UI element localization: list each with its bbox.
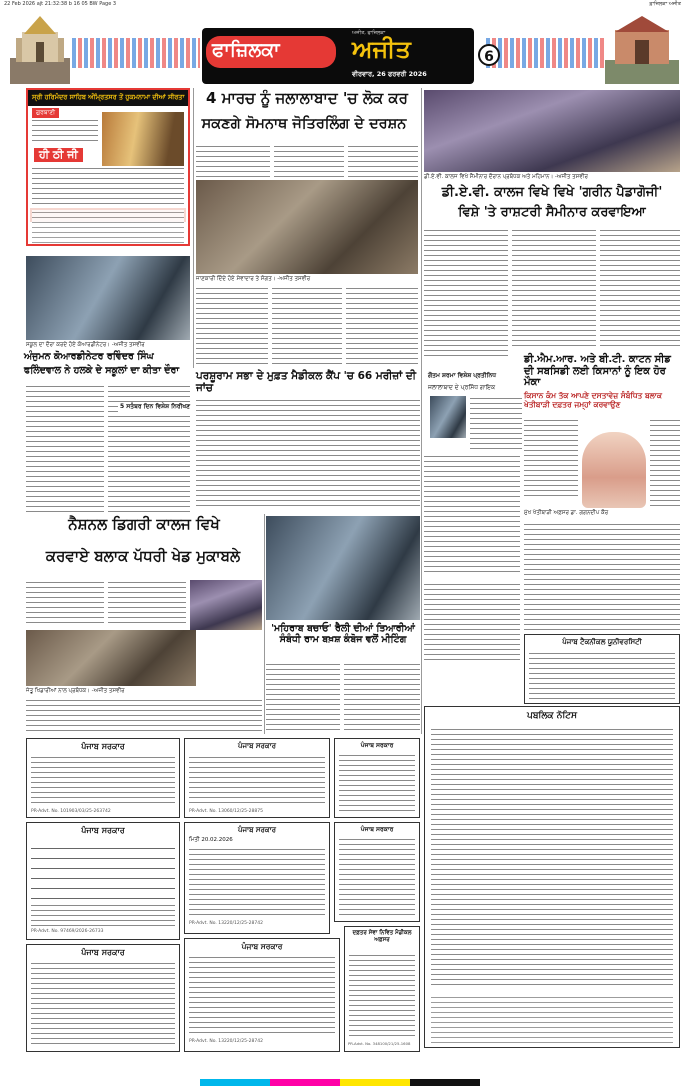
dav-body-1 [424,228,508,360]
govt-ad-6-title: ਪੰਜਾਬ ਸਰਕਾਰ [360,826,394,833]
byline-name: ਗੌਤਮ ਸ਼ਰਮਾ ਵਿਸ਼ੇਸ਼ ਪ੍ਰਤੀਨਿਧ [428,372,496,379]
parshuram-headline: ਪਰਸ਼ੂਰਾਮ ਸਭਾ ਦੇ ਮੁਫ਼ਤ ਮੈਡੀਕਲ ਕੈਂਪ 'ਚ 66 ਮਰੀਜ਼ਾਂ ਦੀ ਜਾਂਚ [196,370,416,395]
temple-emblem [10,12,70,84]
farmers-headline: ਡੀ.ਐਮ.ਆਰ. ਅਤੇ ਬੀ.ਟੀ. ਕਾਟਨ ਸੀਡ ਦੀ ਸਬਸਿਡੀ ਲਈ ਕਿਸਾਨਾਂ ਨੂੰ ਇਕ ਹੋਰ ਮੌਕਾ [524,354,671,388]
farmers-body-1 [524,418,578,498]
masthead [202,28,474,84]
govt-ad-4 [26,822,180,940]
print-slug: 22 Feb 2026 ajt 21:32:38 b 16 05 BW Page 3 [4,1,117,7]
sangh-body-1 [26,384,104,514]
dav-headline-2: ਵਿਸ਼ੇ 'ਤੇ ਰਾਸ਼ਟਰੀ ਸੈਮੀਨਾਰ ਕਰਵਾਇਆ [458,205,646,220]
sangh-photo [26,256,190,340]
dav-body-2 [512,228,596,348]
govt-ad-4-title: ਪੰਜਾਬ ਸਰਕਾਰ [81,826,125,835]
byline-sub: ਜਲਾਲਾਬਾਦ ਦੇ ਪ੍ਰਸਿੱਧ ਗਾਇਕ [428,384,496,391]
byline-photo [430,396,466,438]
retirement-ad [344,926,420,1052]
govt-ad-1-title: ਪੰਜਾਬ ਸਰਕਾਰ [81,742,125,751]
lead-headline-2: ਸਕਣਗੇ ਸੋਮਨਾਥ ਜੋਤਿਰਲਿੰਗ ਦੇ ਦਰਸ਼ਨ [201,116,407,132]
print-slug-right: ਫ਼ਾਜ਼ਿਲਕਾ ਅਜੀਤ [649,1,681,7]
dav-photo [424,90,680,172]
decorative-band-right [486,38,604,68]
public-notice-ad [424,706,680,1048]
national-body-2 [108,580,186,626]
dav-photo-caption: ਡੀ.ਏ.ਵੀ. ਕਾਲਜ ਵਿਖੇ ਸੈਮੀਨਾਰ ਦੌਰਾਨ ਪ੍ਰਬੰਧਕ ਅਤੇ ਮਹਿਮਾਨ। -ਅਜੀਤ ਤਸਵੀਰ [424,174,588,180]
govt-ad-4-ref: PR-Advt. No. 97469/2026-26733 [31,929,104,934]
color-bar [200,1079,480,1086]
officer-portrait [582,432,646,508]
center-right-body [424,454,520,576]
national-photo-caption: ਜੇਤੂ ਖਿਡਾਰੀਆਂ ਨਾਲ ਪ੍ਰਬੰਧਕ। -ਅਜੀਤ ਤਸਵੀਰ [26,688,125,694]
national-headline-1: ਨੈਸ਼ਨਲ ਡਿਗਰੀ ਕਾਲਜ ਵਿਖੇ [68,515,220,533]
column-rule [421,88,422,734]
sangh-headline-2: ਫਲਿੰਦਵਾਲ ਨੇ ਹਲਕੇ ਦੇ ਸਕੂਲਾਂ ਦਾ ਕੀਤਾ ਦੌਰਾ [24,365,180,376]
column-rule [193,88,194,368]
parshuram-kicker: 5 ਸਤੰਬਰ ਦਿਨ ਵਿਸ਼ੇਸ਼ ਨਿਰੀਖਣ [120,403,191,410]
gurbani-box [26,88,190,246]
column-rule [264,514,265,734]
golden-temple-photo [102,112,184,170]
gurbani-title: ਸ੍ਰੀ ਹਰਿਮੰਦਰ ਸਾਹਿਬ ਅੰਮ੍ਰਿਤਸਰ ਤੋਂ ਹੁਕਮਨਾਮਾ ਦੀਆਂ ਸੀਰਤਾ [32,93,185,101]
govt-ad-3-title: ਪੰਜਾਬ ਸਰਕਾਰ [360,742,394,749]
govt-ad-2-ref: PR-Advt. No. 13060/12/25-28875 [189,809,263,814]
masthead-title: ਅਜੀਤ [352,35,411,63]
meeting-body-1 [266,662,340,734]
farmers-subhead: ਕਿਸਾਨ ਕੰਮ ਤੱਕ ਆਪਣੇ ਦਸਤਾਵੇਜ਼ ਸੰਬੰਧਿਤ ਬਲਾਕ ਖੇਤੀਬਾੜੀ ਦਫ਼ਤਰ ਜਮ੍ਹਾਂ ਕਰਵਾਉਣ [524,391,662,409]
sangh-photo-caption: ਸਕੂਲ ਦਾ ਦੌਰਾ ਕਰਦੇ ਹੋਏ ਕੋਆਰਡੀਨੇਟਰ। -ਅਜੀਤ ਤਸਵੀਰ [26,342,145,348]
lead-photo-caption: ਜਾਣਕਾਰੀ ਦਿੰਦੇ ਹੋਏ ਸੇਵਾਦਾਰ ਤੇ ਸੰਗਤ। -ਅਜੀਤ ਤਸਵੀਰ [196,276,311,282]
national-photo [26,630,196,686]
university-ad-title: ਪੰਜਾਬ ਟੈਕਨੀਕਲ ਯੂਨੀਵਰਸਿਟੀ [562,638,642,646]
decorative-band-left [72,38,200,68]
govt-ad-1 [26,738,180,818]
gurbani-sub: ਹੀ ਠੀ ਜੀ [34,148,83,162]
farmers-body-2 [650,418,680,508]
meeting-body-2 [344,662,420,734]
center-right-body-2 [424,582,520,662]
dav-body-3 [600,228,680,348]
meeting-headline: 'ਮਹਿਰਾਬ ਬਚਾਓ' ਰੈਲੀ ਦੀਆਂ ਤਿਆਰੀਆਂ ਸੰਬੰਧੀ ਰਾਮ ਬਖ਼ਸ਼ ਕੰਬੋਜ ਵਲੋਂ ਮੀਟਿੰਗ [271,623,415,645]
gurbani-tag: ਗੁਰਬਾਣੀ [32,108,59,118]
page-number: 6 [478,44,500,66]
govt-ad-2-title: ਪੰਜਾਬ ਸਰਕਾਰ [237,742,276,750]
lead-column-3 [348,144,418,178]
public-notice-title: ਪਬਲਿਕ ਨੋਟਿਸ [527,711,577,721]
parshuram-body [196,398,420,510]
masthead-city: ਫਾਜ਼ਿਲਕਾ [212,39,280,61]
govt-ad-7-title: ਪੰਜਾਬ ਸਰਕਾਰ [81,948,125,957]
national-body-3 [26,698,262,734]
govt-ad-8-ref: PR-Advt. No. 13220/12/25-28742 [189,1039,263,1044]
lead-column-1 [196,144,270,178]
lead-headline-1: 4 ਮਾਰਚ ਨੂੰ ਜਲਾਲਾਬਾਦ 'ਚ ਲੋਕ ਕਰ [206,89,408,107]
govt-ad-7 [26,944,180,1052]
lead-photo [196,180,418,274]
issue-date: ਵੀਰਵਾਰ, 26 ਫਰਵਰੀ 2026 [352,70,427,78]
govt-ad-3 [334,738,420,818]
govt-ad-8 [184,938,340,1052]
national-headline-2: ਕਰਵਾਏ ਬਲਾਕ ਪੱਧਰੀ ਖੇਡ ਮੁਕਾਬਲੇ [45,547,241,565]
lead-body-2 [272,286,342,366]
govt-ad-1-ref: PR-Advt. No. 101903/03/25-263742 [31,809,111,814]
govt-ad-5-ref: PR-Advt. No. 13220/12/25-28742 [189,921,263,926]
meeting-photo [266,516,420,620]
university-ad [524,634,680,704]
govt-ad-2 [184,738,330,818]
gateway-emblem [605,12,679,84]
govt-ad-5 [184,822,330,934]
national-photo-small [190,580,262,630]
retirement-ad-ref: PR-Advt. No. 348100/21/25-1608 [348,1041,411,1046]
retirement-ad-title: ਦਫ਼ਤਰ ਸੇਵਾ ਨਿਵਿਤ ਮੈਡੀਕਲ ਅਫ਼ਸਰ [352,930,412,943]
lead-column-2 [274,144,344,178]
national-body-1 [26,580,104,626]
registration-strip [0,1076,687,1089]
dav-headline-1: ਡੀ.ਏ.ਵੀ. ਕਾਲਜ ਵਿਖੇ ਵਿਖੇ 'ਗਰੀਨ ਪੈਡਾਗੋਜੀ' [441,185,663,200]
officer-caption: ਮੁੱਖ ਖੇਤੀਬਾੜੀ ਅਫ਼ਸਰ ਡਾ. ਗਗਨਦੀਪ ਕੌਰ [524,510,609,516]
farmers-body-3 [524,522,680,630]
byline-body [470,396,522,450]
govt-ad-6 [334,822,420,922]
govt-ad-8-title: ਪੰਜਾਬ ਸਰਕਾਰ [241,942,283,951]
lead-body-3 [346,286,418,366]
govt-ad-5-title: ਪੰਜਾਬ ਸਰਕਾਰ [237,826,276,834]
govt-ad-5-date: ਮਿਤੀ 20.02.2026 [189,837,233,843]
lead-body-1 [196,286,268,366]
sangh-headline-1: ਅੰਜੁਮਨ ਕੋਆਰਡੀਨੇਟਰ ਰਵਿੰਦਰ ਸਿੰਘ [24,351,154,362]
masthead-small: ਅਜੀਤ, ਫਾਜ਼ਿਲਕਾ [352,30,386,36]
